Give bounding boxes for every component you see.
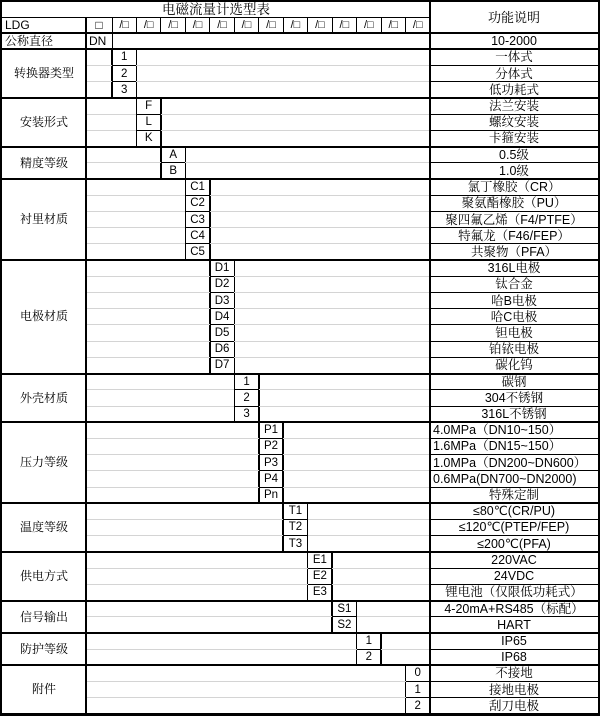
grid-line bbox=[86, 308, 430, 309]
option-desc: 聚氨酯橡胶（PU） bbox=[461, 196, 567, 211]
option-code: 2 bbox=[414, 699, 421, 712]
option-code: L bbox=[145, 116, 152, 129]
option-code: 3 bbox=[121, 83, 128, 96]
option-desc: 锂电池（仅限低功耗式） bbox=[445, 585, 583, 600]
option-desc: 4.0MPa（DN10~150） bbox=[433, 423, 562, 438]
grid-line bbox=[86, 211, 430, 212]
group-label: 压力等级 bbox=[19, 455, 68, 470]
grid-line bbox=[185, 17, 186, 33]
option-code: S2 bbox=[337, 618, 352, 631]
group-label: 防护等级 bbox=[19, 641, 68, 656]
group-label: 信号输出 bbox=[19, 609, 68, 624]
option-desc: HART bbox=[497, 617, 531, 632]
option-code: E3 bbox=[312, 586, 327, 599]
grid-line bbox=[86, 357, 430, 358]
model-slot-cell: /□ bbox=[217, 19, 227, 31]
grid-line bbox=[258, 17, 259, 33]
grid-line bbox=[86, 535, 430, 536]
model-prefix: LDG bbox=[5, 18, 30, 32]
diameter-label: 公称直径 bbox=[5, 34, 54, 49]
option-code: 1 bbox=[121, 51, 128, 64]
option-desc: 24VDC bbox=[493, 569, 535, 584]
option-desc: 316L不锈钢 bbox=[481, 407, 547, 422]
grid-line bbox=[86, 195, 430, 196]
group-label: 转换器类型 bbox=[13, 66, 74, 81]
option-desc: 碳钢 bbox=[501, 374, 527, 389]
option-code: D7 bbox=[214, 359, 230, 372]
option-code: D5 bbox=[214, 326, 230, 339]
grid-line bbox=[86, 162, 430, 163]
function-header: 功能说明 bbox=[487, 10, 540, 25]
option-code: 1 bbox=[365, 634, 373, 647]
option-desc: ≤120℃(PTEP/FEP) bbox=[458, 520, 570, 535]
model-slot-cell: /□ bbox=[412, 19, 423, 31]
option-desc: 卡箍安装 bbox=[488, 131, 539, 146]
option-desc: 法兰安装 bbox=[488, 99, 539, 114]
diameter-code: DN bbox=[89, 34, 107, 49]
option-code: 2 bbox=[121, 67, 128, 80]
option-desc: 1.6MPa（DN15~150） bbox=[433, 439, 562, 454]
option-code: T1 bbox=[288, 505, 303, 518]
option-code: 2 bbox=[365, 651, 373, 664]
option-desc: 不接地 bbox=[495, 666, 533, 681]
option-desc: 接地电极 bbox=[488, 682, 539, 697]
option-code: P4 bbox=[263, 472, 279, 485]
option-code: 3 bbox=[243, 408, 250, 421]
model-slot-cell: /□ bbox=[290, 19, 301, 31]
group-label: 安装形式 bbox=[19, 115, 68, 130]
option-desc: 220VAC bbox=[491, 552, 537, 567]
option-code: C2 bbox=[190, 197, 205, 210]
model-slot-cell: /□ bbox=[192, 19, 203, 31]
option-desc: 碳化钨 bbox=[495, 358, 533, 373]
grid-line bbox=[356, 17, 357, 33]
grid-line bbox=[381, 17, 382, 33]
model-slot-cell: /□ bbox=[363, 19, 374, 31]
group-label: 供电方式 bbox=[19, 568, 68, 583]
grid-line bbox=[209, 17, 210, 33]
grid-line bbox=[307, 17, 308, 33]
option-code: T3 bbox=[288, 537, 303, 550]
grid-line bbox=[86, 519, 430, 520]
option-desc: 螺纹安装 bbox=[488, 115, 539, 130]
option-code: D4 bbox=[214, 310, 230, 323]
grid-line bbox=[86, 341, 430, 342]
option-code: F bbox=[145, 100, 153, 113]
option-desc: 钛合金 bbox=[495, 277, 533, 292]
grid-line bbox=[85, 17, 87, 714]
model-slot-cell: /□ bbox=[266, 19, 276, 31]
model-slot-cell: /□ bbox=[339, 19, 350, 31]
grid-line bbox=[86, 292, 430, 293]
grid-line bbox=[86, 227, 430, 228]
grid-line bbox=[136, 17, 137, 33]
grid-line bbox=[283, 17, 284, 33]
option-code: K bbox=[144, 132, 153, 145]
option-desc: 哈B电极 bbox=[491, 293, 537, 308]
option-code: D1 bbox=[214, 262, 230, 275]
option-code: S1 bbox=[337, 602, 352, 615]
option-desc: 共聚物（PFA） bbox=[470, 244, 558, 259]
option-code: E1 bbox=[312, 553, 327, 566]
grid-line bbox=[86, 65, 430, 66]
option-code: P1 bbox=[263, 424, 279, 437]
option-desc: 低功耗式 bbox=[488, 82, 539, 97]
option-desc: 304不锈钢 bbox=[484, 390, 544, 405]
group-label: 精度等级 bbox=[19, 155, 68, 170]
group-label: 电极材质 bbox=[19, 309, 68, 324]
grid-line bbox=[86, 568, 430, 569]
grid-line bbox=[86, 243, 430, 244]
option-desc: 哈C电极 bbox=[490, 309, 538, 324]
option-desc: 1.0MPa（DN200~DN600） bbox=[433, 455, 587, 470]
grid-line bbox=[2, 713, 598, 715]
model-slot-cell: /□ bbox=[168, 19, 178, 31]
option-code: C4 bbox=[190, 229, 205, 242]
grid-line bbox=[332, 17, 333, 33]
option-code: 1 bbox=[243, 375, 250, 388]
grid-line bbox=[86, 81, 430, 82]
option-desc: 铂铱电极 bbox=[488, 342, 539, 357]
option-desc: 刮刀电极 bbox=[488, 698, 539, 713]
grid-line bbox=[86, 276, 430, 277]
option-code: C3 bbox=[190, 213, 205, 226]
option-desc: 钽电极 bbox=[495, 325, 533, 340]
grid-line bbox=[405, 17, 406, 33]
grid-line bbox=[86, 681, 430, 682]
model-slot-cell: /□ bbox=[119, 19, 130, 31]
option-desc: 一体式 bbox=[495, 50, 533, 65]
option-code: P3 bbox=[263, 456, 279, 469]
option-desc: 0.6MPa(DN700~DN2000) bbox=[433, 471, 577, 486]
option-code: B bbox=[169, 164, 177, 177]
grid-line bbox=[160, 17, 161, 33]
option-desc: 分体式 bbox=[495, 66, 533, 81]
group-label: 附件 bbox=[31, 682, 56, 697]
option-desc: IP68 bbox=[501, 650, 527, 665]
option-code: D2 bbox=[214, 278, 230, 291]
option-desc: ≤200℃(PFA) bbox=[477, 536, 551, 551]
option-code: P2 bbox=[263, 440, 279, 453]
model-slot-cell: /□ bbox=[241, 19, 252, 31]
option-desc: 4-20mA+RS485（标配） bbox=[444, 601, 584, 616]
model-slot-cell: /□ bbox=[315, 19, 325, 31]
option-desc: ≤80℃(CR/PU) bbox=[472, 504, 556, 519]
model-box-cell: □ bbox=[95, 18, 103, 32]
option-code: D6 bbox=[214, 343, 230, 356]
diameter-desc: 10-2000 bbox=[491, 34, 537, 49]
option-desc: 0.5级 bbox=[499, 147, 529, 162]
grid-line bbox=[86, 324, 430, 325]
grid-line bbox=[234, 17, 235, 33]
option-code: Pn bbox=[263, 489, 279, 502]
group-label: 温度等级 bbox=[19, 520, 68, 535]
option-desc: 氯丁橡胶（CR） bbox=[467, 180, 561, 195]
option-code: 2 bbox=[243, 391, 250, 404]
option-code: 0 bbox=[414, 667, 421, 680]
option-code: C1 bbox=[190, 181, 205, 194]
option-desc: 聚四氟乙烯（F4/PTFE） bbox=[445, 212, 583, 227]
option-code: E2 bbox=[312, 570, 327, 583]
grid-line bbox=[86, 616, 430, 617]
model-slot-cell: /□ bbox=[388, 19, 399, 31]
option-code: A bbox=[169, 148, 177, 161]
group-label: 外壳材质 bbox=[19, 390, 68, 405]
grid-line bbox=[429, 2, 431, 714]
option-desc: 316L电极 bbox=[487, 261, 541, 276]
grid-line bbox=[86, 584, 430, 585]
option-desc: 特殊定制 bbox=[488, 488, 539, 503]
option-desc: 1.0级 bbox=[499, 163, 529, 178]
model-slot-cell: /□ bbox=[143, 19, 154, 31]
group-label: 衬里材质 bbox=[19, 212, 68, 227]
option-code: D3 bbox=[214, 294, 230, 307]
option-code: T2 bbox=[288, 521, 303, 534]
option-code: 1 bbox=[414, 683, 421, 696]
table-title: 电磁流量计选型表 bbox=[162, 2, 270, 17]
grid-line bbox=[86, 697, 430, 698]
option-desc: IP65 bbox=[501, 633, 527, 648]
option-desc: 特氟龙（F46/FEP） bbox=[458, 228, 570, 243]
option-code: C5 bbox=[190, 245, 205, 258]
